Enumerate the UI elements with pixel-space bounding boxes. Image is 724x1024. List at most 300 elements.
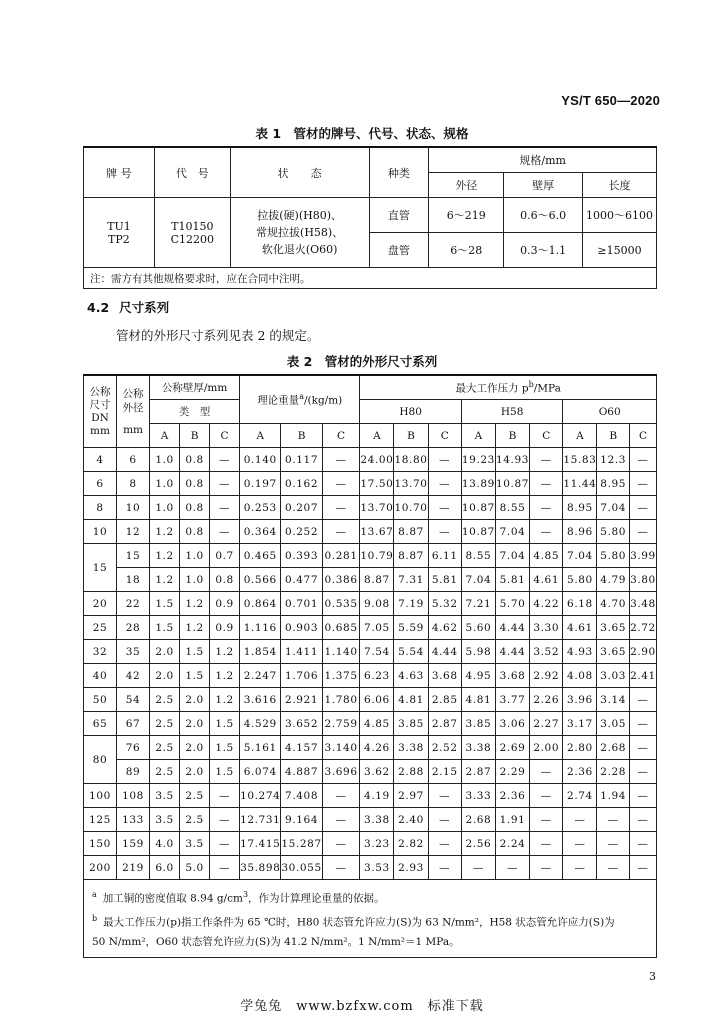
cell-value: 1.91 xyxy=(495,808,529,832)
cell-value: — xyxy=(530,520,563,544)
cell-value: 30.055 xyxy=(281,856,322,880)
cell-value: 0.140 xyxy=(240,448,281,472)
cell-value: 2.74 xyxy=(563,784,597,808)
cell-od: 15 xyxy=(117,544,150,568)
cell-value: 2.24 xyxy=(495,832,529,856)
table-row xyxy=(84,664,657,688)
cell-value: 0.535 xyxy=(322,592,360,616)
cell-value: 0.701 xyxy=(281,592,322,616)
table-row xyxy=(84,712,657,736)
cell-value: — xyxy=(428,832,461,856)
cell-value: — xyxy=(629,688,656,712)
t1-wall: 0.3～1.1 xyxy=(504,233,583,268)
t1-states-cell xyxy=(230,198,369,268)
table-row xyxy=(84,736,657,760)
cell-value: 0.8 xyxy=(180,520,210,544)
t1-header-state: 状 态 xyxy=(230,147,369,198)
cell-value: — xyxy=(563,856,597,880)
cell-value: 7.31 xyxy=(394,568,428,592)
cell-value: — xyxy=(530,832,563,856)
cell-value: 0.7 xyxy=(210,544,240,568)
cell-value: 8.95 xyxy=(563,496,597,520)
cell-value: 1.2 xyxy=(210,640,240,664)
table-row xyxy=(84,688,657,712)
cell-value: 5.60 xyxy=(461,616,495,640)
cell-value: — xyxy=(322,808,360,832)
cell-value: 4.85 xyxy=(360,712,394,736)
cell-value: 0.8 xyxy=(210,568,240,592)
t2-header-col-b: B xyxy=(394,424,428,448)
cell-value: 1.411 xyxy=(281,640,322,664)
cell-value: 1.5 xyxy=(180,640,210,664)
cell-od: 28 xyxy=(117,616,150,640)
cell-value: 2.27 xyxy=(530,712,563,736)
cell-value: 2.93 xyxy=(394,856,428,880)
t2-header-col-b: B xyxy=(180,424,210,448)
cell-value: 5.32 xyxy=(428,592,461,616)
cell-value: 1.140 xyxy=(322,640,360,664)
table-row xyxy=(84,568,657,592)
cell-value: 1.780 xyxy=(322,688,360,712)
cell-value: 8.87 xyxy=(394,520,428,544)
cell-value: 2.00 xyxy=(530,736,563,760)
cell-value: 7.408 xyxy=(281,784,322,808)
cell-value: 0.685 xyxy=(322,616,360,640)
cell-value: 2.5 xyxy=(180,808,210,832)
cell-value: 3.62 xyxy=(360,760,394,784)
cell-value: — xyxy=(629,784,656,808)
cell-value: 2.5 xyxy=(150,760,180,784)
cell-value: 2.0 xyxy=(150,640,180,664)
cell-value: 14.93 xyxy=(495,448,529,472)
cell-value: 4.62 xyxy=(428,616,461,640)
cell-value: — xyxy=(322,832,360,856)
cell-od: 42 xyxy=(117,664,150,688)
t1-grade: TP2 xyxy=(108,232,130,246)
cell-value: 4.157 xyxy=(281,736,322,760)
cell-value: 2.921 xyxy=(281,688,322,712)
cell-dn: 150 xyxy=(84,832,117,856)
t1-wall: 0.6～6.0 xyxy=(504,198,583,233)
cell-od: 67 xyxy=(117,712,150,736)
cell-od: 8 xyxy=(117,472,150,496)
table-row xyxy=(84,448,657,472)
cell-value: 0.9 xyxy=(210,592,240,616)
cell-value: 2.68 xyxy=(461,808,495,832)
cell-value: 7.04 xyxy=(597,496,629,520)
t1-header-type: 种类 xyxy=(369,147,429,198)
t1-code: C12200 xyxy=(170,232,215,246)
cell-value: 8.87 xyxy=(360,568,394,592)
table-row xyxy=(84,544,657,568)
cell-value: 3.652 xyxy=(281,712,322,736)
cell-value: 10.274 xyxy=(240,784,281,808)
cell-value: 3.38 xyxy=(360,808,394,832)
cell-value: 1.0 xyxy=(150,472,180,496)
cell-value: 4.85 xyxy=(530,544,563,568)
cell-value: 3.85 xyxy=(394,712,428,736)
cell-value: — xyxy=(428,472,461,496)
t2-header-col-c: C xyxy=(210,424,240,448)
cell-value: 7.05 xyxy=(360,616,394,640)
cell-value: — xyxy=(428,496,461,520)
cell-value: 1.2 xyxy=(150,568,180,592)
cell-od: 18 xyxy=(117,568,150,592)
cell-value: — xyxy=(210,472,240,496)
cell-value: — xyxy=(629,520,656,544)
cell-value: — xyxy=(629,856,656,880)
cell-value: 3.30 xyxy=(530,616,563,640)
cell-value: 1.2 xyxy=(150,520,180,544)
cell-value: — xyxy=(322,496,360,520)
cell-value: 4.44 xyxy=(495,616,529,640)
cell-value: — xyxy=(563,808,597,832)
cell-dn: 20 xyxy=(84,592,117,616)
cell-value: — xyxy=(428,520,461,544)
t2-header-col-a: A xyxy=(563,424,597,448)
t1-code: T10150 xyxy=(171,219,214,233)
cell-value: 2.28 xyxy=(597,760,629,784)
t1-state: 拉拔(硬)(H80)、 xyxy=(257,209,343,222)
cell-value: — xyxy=(210,496,240,520)
t1-type: 盘管 xyxy=(369,233,429,268)
cell-value: — xyxy=(597,808,629,832)
page-number: 3 xyxy=(649,970,656,983)
cell-value: 2.90 xyxy=(629,640,656,664)
cell-value: 3.33 xyxy=(461,784,495,808)
cell-value: 2.92 xyxy=(530,664,563,688)
cell-value: 1.706 xyxy=(281,664,322,688)
footnote-b: $^b$ 最大工作压力(p)指工作条件为 65 ℃时，H80 状态管允许应力(S)为 63 N/mm²，H58 状态管允许应力(S)为 xyxy=(92,913,615,928)
t2-header-col-a: A xyxy=(240,424,281,448)
cell-value: 3.52 xyxy=(530,640,563,664)
cell-value: — xyxy=(530,760,563,784)
cell-value: 3.5 xyxy=(150,784,180,808)
cell-value: 4.79 xyxy=(597,568,629,592)
table-row xyxy=(84,832,657,856)
table-row xyxy=(84,472,657,496)
cell-value: — xyxy=(428,856,461,880)
footnote-b-cont: 50 N/mm²，O60 状态管允许应力(S)为 41.2 N/mm²。1 N/mm²＝1 MPa。 xyxy=(92,936,460,948)
cell-value: 2.85 xyxy=(428,688,461,712)
cell-value: 2.41 xyxy=(629,664,656,688)
cell-value: 2.0 xyxy=(180,760,210,784)
cell-value: 2.56 xyxy=(461,832,495,856)
cell-value: — xyxy=(322,856,360,880)
cell-value: — xyxy=(629,496,656,520)
cell-value: 0.903 xyxy=(281,616,322,640)
cell-value: 3.65 xyxy=(597,640,629,664)
cell-value: — xyxy=(597,832,629,856)
cell-value: 10.79 xyxy=(360,544,394,568)
cell-value: 35.898 xyxy=(240,856,281,880)
cell-value: 2.15 xyxy=(428,760,461,784)
t1-header-length: 长度 xyxy=(583,173,657,198)
t2-header-col-c: C xyxy=(322,424,360,448)
cell-value: 1.5 xyxy=(210,736,240,760)
cell-value: 7.04 xyxy=(563,544,597,568)
cell-value: 10.87 xyxy=(461,520,495,544)
t1-header-spec: 规格/mm xyxy=(429,147,657,173)
section-title: 尺寸系列 xyxy=(119,300,170,315)
table-row xyxy=(84,808,657,832)
cell-value: 0.566 xyxy=(240,568,281,592)
cell-value: 7.19 xyxy=(394,592,428,616)
cell-value: 6.23 xyxy=(360,664,394,688)
cell-dn: 40 xyxy=(84,664,117,688)
cell-value: 0.207 xyxy=(281,496,322,520)
cell-value: 0.252 xyxy=(281,520,322,544)
cell-value: 1.94 xyxy=(597,784,629,808)
t1-header-od: 外径 xyxy=(429,173,504,198)
cell-value: 2.40 xyxy=(394,808,428,832)
cell-value: 15.83 xyxy=(563,448,597,472)
cell-value: — xyxy=(629,712,656,736)
cell-value: — xyxy=(210,448,240,472)
t1-note: 注：需方有其他规格要求时，应在合同中注明。 xyxy=(84,268,657,289)
t2-header-od: 公称 外径 mm xyxy=(117,375,150,448)
cell-value: 5.80 xyxy=(597,544,629,568)
cell-dn: 25 xyxy=(84,616,117,640)
cell-value: 3.68 xyxy=(428,664,461,688)
cell-value: — xyxy=(428,808,461,832)
cell-value: 1.2 xyxy=(210,664,240,688)
cell-value: 19.23 xyxy=(461,448,495,472)
cell-value: — xyxy=(428,448,461,472)
cell-value: 2.97 xyxy=(394,784,428,808)
cell-value: 8.55 xyxy=(461,544,495,568)
cell-value: 8.87 xyxy=(394,544,428,568)
table-row xyxy=(84,640,657,664)
cell-value: 11.44 xyxy=(563,472,597,496)
cell-value: — xyxy=(530,808,563,832)
cell-value: 2.26 xyxy=(530,688,563,712)
table1-caption: 表 1 管材的牌号、代号、状态、规格 xyxy=(255,126,469,141)
t2-header-kind: 类 型 xyxy=(150,400,240,424)
cell-value: 4.63 xyxy=(394,664,428,688)
cell-value: 3.696 xyxy=(322,760,360,784)
cell-value: 1.0 xyxy=(150,448,180,472)
table2-caption: 表 2 管材的外形尺寸系列 xyxy=(286,354,438,369)
cell-value: 4.95 xyxy=(461,664,495,688)
cell-value: 17.415 xyxy=(240,832,281,856)
cell-value: 8.96 xyxy=(563,520,597,544)
cell-value: 0.393 xyxy=(281,544,322,568)
cell-value: 2.0 xyxy=(150,664,180,688)
cell-value: 3.616 xyxy=(240,688,281,712)
cell-value: — xyxy=(322,520,360,544)
cell-value: 10.87 xyxy=(495,472,529,496)
cell-value: 3.17 xyxy=(563,712,597,736)
table-row xyxy=(84,856,657,880)
cell-value: — xyxy=(210,856,240,880)
t2-footnotes xyxy=(84,880,657,958)
cell-value: 1.0 xyxy=(180,568,210,592)
cell-value: 2.5 xyxy=(150,712,180,736)
cell-od: 10 xyxy=(117,496,150,520)
cell-value: 5.81 xyxy=(428,568,461,592)
cell-value: — xyxy=(530,784,563,808)
cell-value: — xyxy=(629,736,656,760)
cell-value: 0.386 xyxy=(322,568,360,592)
cell-value: 2.80 xyxy=(563,736,597,760)
cell-value: 2.5 xyxy=(150,736,180,760)
cell-value: 2.36 xyxy=(495,784,529,808)
cell-value: 0.117 xyxy=(281,448,322,472)
table-row xyxy=(84,616,657,640)
cell-value: 3.03 xyxy=(597,664,629,688)
cell-value: — xyxy=(210,808,240,832)
section-heading xyxy=(87,298,169,316)
cell-od: 108 xyxy=(117,784,150,808)
paragraph: 管材的外形尺寸系列见表 2 的规定。 xyxy=(116,328,320,343)
cell-value: 2.247 xyxy=(240,664,281,688)
cell-value: 4.19 xyxy=(360,784,394,808)
t2-header-col-c: C xyxy=(530,424,563,448)
table-row xyxy=(84,784,657,808)
watermark: 学兔兔 www.bzfxw.com 标准下载 xyxy=(240,999,484,1014)
cell-value: 3.96 xyxy=(563,688,597,712)
cell-value: 4.887 xyxy=(281,760,322,784)
t1-state: 常规拉拔(H58)、 xyxy=(256,226,344,239)
t1-header-wall: 壁厚 xyxy=(504,173,583,198)
cell-value: 3.85 xyxy=(461,712,495,736)
cell-value: 6.0 xyxy=(150,856,180,880)
table-row xyxy=(84,760,657,784)
cell-value: — xyxy=(530,496,563,520)
cell-value: 13.67 xyxy=(360,520,394,544)
t1-codes-cell xyxy=(154,198,230,268)
cell-value: 6.11 xyxy=(428,544,461,568)
cell-value: 7.04 xyxy=(495,520,529,544)
cell-value: 4.81 xyxy=(394,688,428,712)
t2-header-weight: 理论重量$^a$/(kg/m) xyxy=(240,375,360,424)
cell-value: 2.29 xyxy=(495,760,529,784)
t2-header-col-c: C xyxy=(428,424,461,448)
cell-value: 3.99 xyxy=(629,544,656,568)
cell-value: 2.88 xyxy=(394,760,428,784)
cell-value: 1.5 xyxy=(150,592,180,616)
cell-value: — xyxy=(210,832,240,856)
t1-grades-cell xyxy=(84,198,155,268)
cell-od: 12 xyxy=(117,520,150,544)
cell-value: 3.53 xyxy=(360,856,394,880)
cell-od: 76 xyxy=(117,736,150,760)
cell-value: 8.55 xyxy=(495,496,529,520)
cell-value: — xyxy=(530,856,563,880)
cell-od: 89 xyxy=(117,760,150,784)
t1-header-code: 代 号 xyxy=(154,147,230,198)
cell-value: 6.06 xyxy=(360,688,394,712)
cell-od: 54 xyxy=(117,688,150,712)
cell-value: — xyxy=(322,472,360,496)
cell-value: 4.26 xyxy=(360,736,394,760)
t1-grade: TU1 xyxy=(107,219,131,233)
cell-dn: 200 xyxy=(84,856,117,880)
t2-header-col-c: C xyxy=(629,424,656,448)
cell-od: 6 xyxy=(117,448,150,472)
cell-value: 5.80 xyxy=(563,568,597,592)
cell-value: 0.253 xyxy=(240,496,281,520)
cell-value: — xyxy=(322,448,360,472)
cell-value: 2.5 xyxy=(150,688,180,712)
cell-value: 2.82 xyxy=(394,832,428,856)
cell-value: 5.59 xyxy=(394,616,428,640)
cell-value: 4.44 xyxy=(428,640,461,664)
cell-value: 4.70 xyxy=(597,592,629,616)
cell-value: — xyxy=(428,784,461,808)
cell-value: 3.48 xyxy=(629,592,656,616)
cell-value: — xyxy=(210,784,240,808)
cell-value: 5.98 xyxy=(461,640,495,664)
cell-value: — xyxy=(629,472,656,496)
cell-value: 1.5 xyxy=(180,664,210,688)
cell-value: 2.72 xyxy=(629,616,656,640)
cell-value: 5.0 xyxy=(180,856,210,880)
cell-value: — xyxy=(629,808,656,832)
cell-value: 2.5 xyxy=(180,784,210,808)
cell-value: 2.36 xyxy=(563,760,597,784)
cell-value: 7.21 xyxy=(461,592,495,616)
t2-header-h58: H58 xyxy=(461,400,563,424)
cell-dn: 100 xyxy=(84,784,117,808)
cell-value: 0.281 xyxy=(322,544,360,568)
t2-header-h80: H80 xyxy=(360,400,462,424)
cell-value: 1.2 xyxy=(150,544,180,568)
cell-value: 9.164 xyxy=(281,808,322,832)
t2-header-col-b: B xyxy=(495,424,529,448)
cell-value: 1.854 xyxy=(240,640,281,664)
table-row xyxy=(84,592,657,616)
cell-value: 2.87 xyxy=(428,712,461,736)
cell-value: 0.8 xyxy=(180,496,210,520)
cell-value: 4.529 xyxy=(240,712,281,736)
t2-header-col-a: A xyxy=(360,424,394,448)
cell-value: 2.0 xyxy=(180,736,210,760)
t2-header-col-a: A xyxy=(150,424,180,448)
cell-value: — xyxy=(563,832,597,856)
cell-value: 3.65 xyxy=(597,616,629,640)
table2-dimension-series xyxy=(83,374,657,958)
t1-od: 6～28 xyxy=(429,233,504,268)
cell-value: 10.70 xyxy=(394,496,428,520)
cell-value: 4.61 xyxy=(563,616,597,640)
cell-value: 0.864 xyxy=(240,592,281,616)
cell-value: 0.8 xyxy=(180,448,210,472)
cell-value: 1.375 xyxy=(322,664,360,688)
cell-value: 10.87 xyxy=(461,496,495,520)
t1-header-grade: 牌 号 xyxy=(84,147,155,198)
cell-value: 3.5 xyxy=(180,832,210,856)
t2-header-col-a: A xyxy=(461,424,495,448)
cell-dn: 32 xyxy=(84,640,117,664)
cell-value: 3.06 xyxy=(495,712,529,736)
cell-value: 3.23 xyxy=(360,832,394,856)
cell-value: — xyxy=(461,856,495,880)
cell-value: 24.00 xyxy=(360,448,394,472)
cell-value: 4.93 xyxy=(563,640,597,664)
cell-value: 5.81 xyxy=(495,568,529,592)
cell-dn: 50 xyxy=(84,688,117,712)
cell-value: 2.759 xyxy=(322,712,360,736)
cell-value: 4.81 xyxy=(461,688,495,712)
cell-value: 2.52 xyxy=(428,736,461,760)
cell-value: 3.80 xyxy=(629,568,656,592)
cell-value: 18.80 xyxy=(394,448,428,472)
cell-value: 3.140 xyxy=(322,736,360,760)
cell-value: 9.08 xyxy=(360,592,394,616)
cell-value: 2.69 xyxy=(495,736,529,760)
